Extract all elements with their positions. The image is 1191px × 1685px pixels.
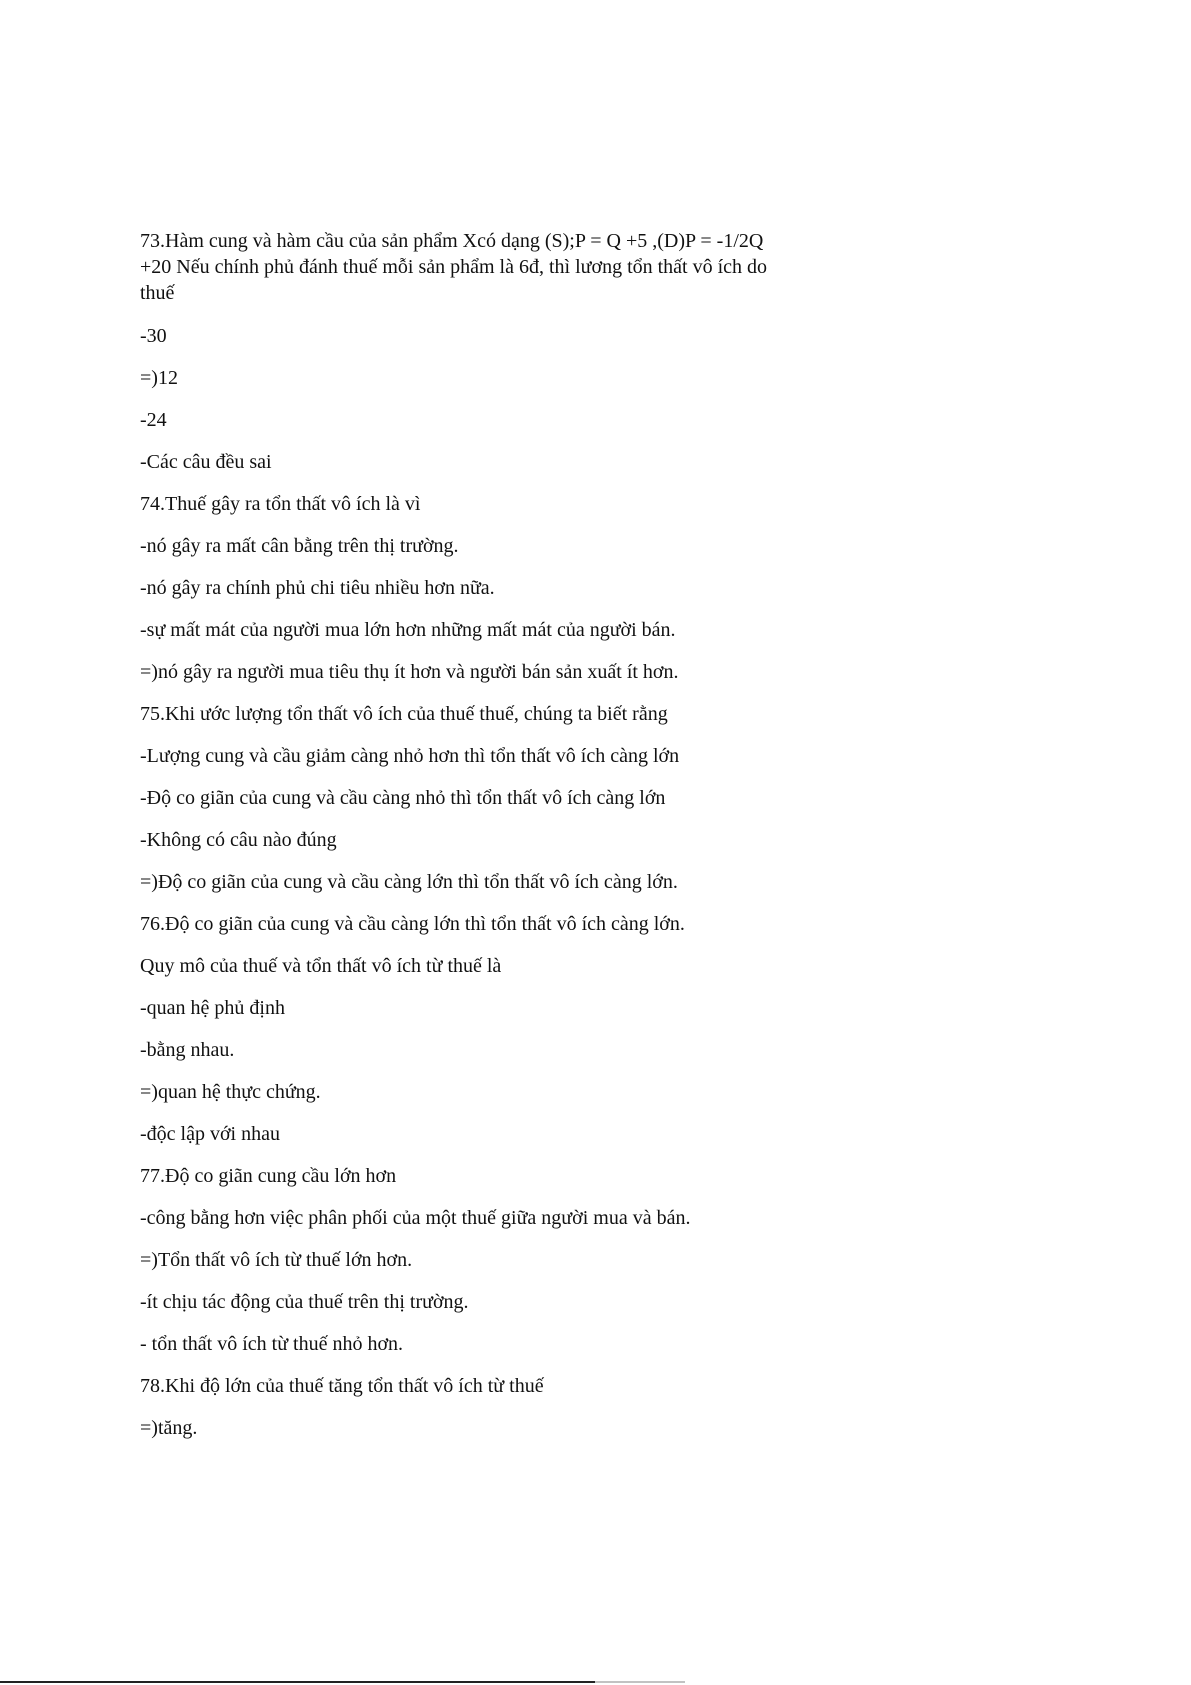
- question-77: 77.Độ co giãn cung cầu lớn hơn: [140, 1165, 397, 1187]
- answer-option: -Các câu đều sai: [140, 451, 272, 473]
- document-body: [140, 228, 790, 1457]
- answer-option: -công bằng hơn việc phân phối của một thuế giữa người mua và bán.: [140, 1207, 691, 1229]
- question-78: 78.Khi độ lớn của thuế tăng tổn thất vô ích từ thuế: [140, 1375, 544, 1397]
- answer-correct: =)Độ co giãn của cung và cầu càng lớn thì tổn thất vô ích càng lớn.: [140, 871, 678, 893]
- answer-correct: =)12: [140, 367, 178, 389]
- answer-option: -Không có câu nào đúng: [140, 829, 337, 851]
- question-73: 73.Hàm cung và hàm cầu của sản phẩm Xcó dạng (S);P = Q +5 ,(D)P = -1/2Q +20 Nếu chính phủ đánh thuế mỗi sản phẩm là 6đ, thì lương tổn thất vô ích do thuế: [140, 230, 768, 304]
- answer-option: -độc lập với nhau: [140, 1123, 280, 1145]
- answer-correct: =)Tổn thất vô ích từ thuế lớn hơn.: [140, 1249, 413, 1271]
- answer-option: -Lượng cung và cầu giảm càng nhỏ hơn thì tổn thất vô ích càng lớn: [140, 745, 680, 767]
- footer-divider: [0, 1681, 595, 1683]
- answer-option: -quan hệ phủ định: [140, 997, 285, 1019]
- answer-option: -nó gây ra mất cân bằng trên thị trường.: [140, 535, 459, 557]
- answer-option: -sự mất mát của người mua lớn hơn những mất mát của người bán.: [140, 619, 676, 641]
- answer-option: -30: [140, 325, 167, 347]
- answer-option: - tổn thất vô ích từ thuế nhỏ hơn.: [140, 1333, 404, 1355]
- answer-correct: =)quan hệ thực chứng.: [140, 1081, 321, 1103]
- question-76: 76.Độ co giãn của cung và cầu càng lớn thì tổn thất vô ích càng lớn.: [140, 913, 685, 935]
- answer-option: -ít chịu tác động của thuế trên thị trường.: [140, 1291, 469, 1313]
- question-76-text: Quy mô của thuế và tổn thất vô ích từ thuế là: [140, 955, 502, 977]
- footer-divider-tail: [595, 1681, 685, 1683]
- question-74: 74.Thuế gây ra tổn thất vô ích là vì: [140, 493, 421, 515]
- answer-option: -24: [140, 409, 167, 431]
- answer-option: -bằng nhau.: [140, 1039, 235, 1061]
- answer-correct: =)tăng.: [140, 1417, 198, 1439]
- answer-option: -nó gây ra chính phủ chi tiêu nhiều hơn nữa.: [140, 577, 495, 599]
- answer-correct: =)nó gây ra người mua tiêu thụ ít hơn và người bán sản xuất ít hơn.: [140, 661, 679, 683]
- answer-option: -Độ co giãn của cung và cầu càng nhỏ thì tổn thất vô ích càng lớn: [140, 787, 666, 809]
- question-75: 75.Khi ước lượng tổn thất vô ích của thuế thuế, chúng ta biết rằng: [140, 703, 668, 725]
